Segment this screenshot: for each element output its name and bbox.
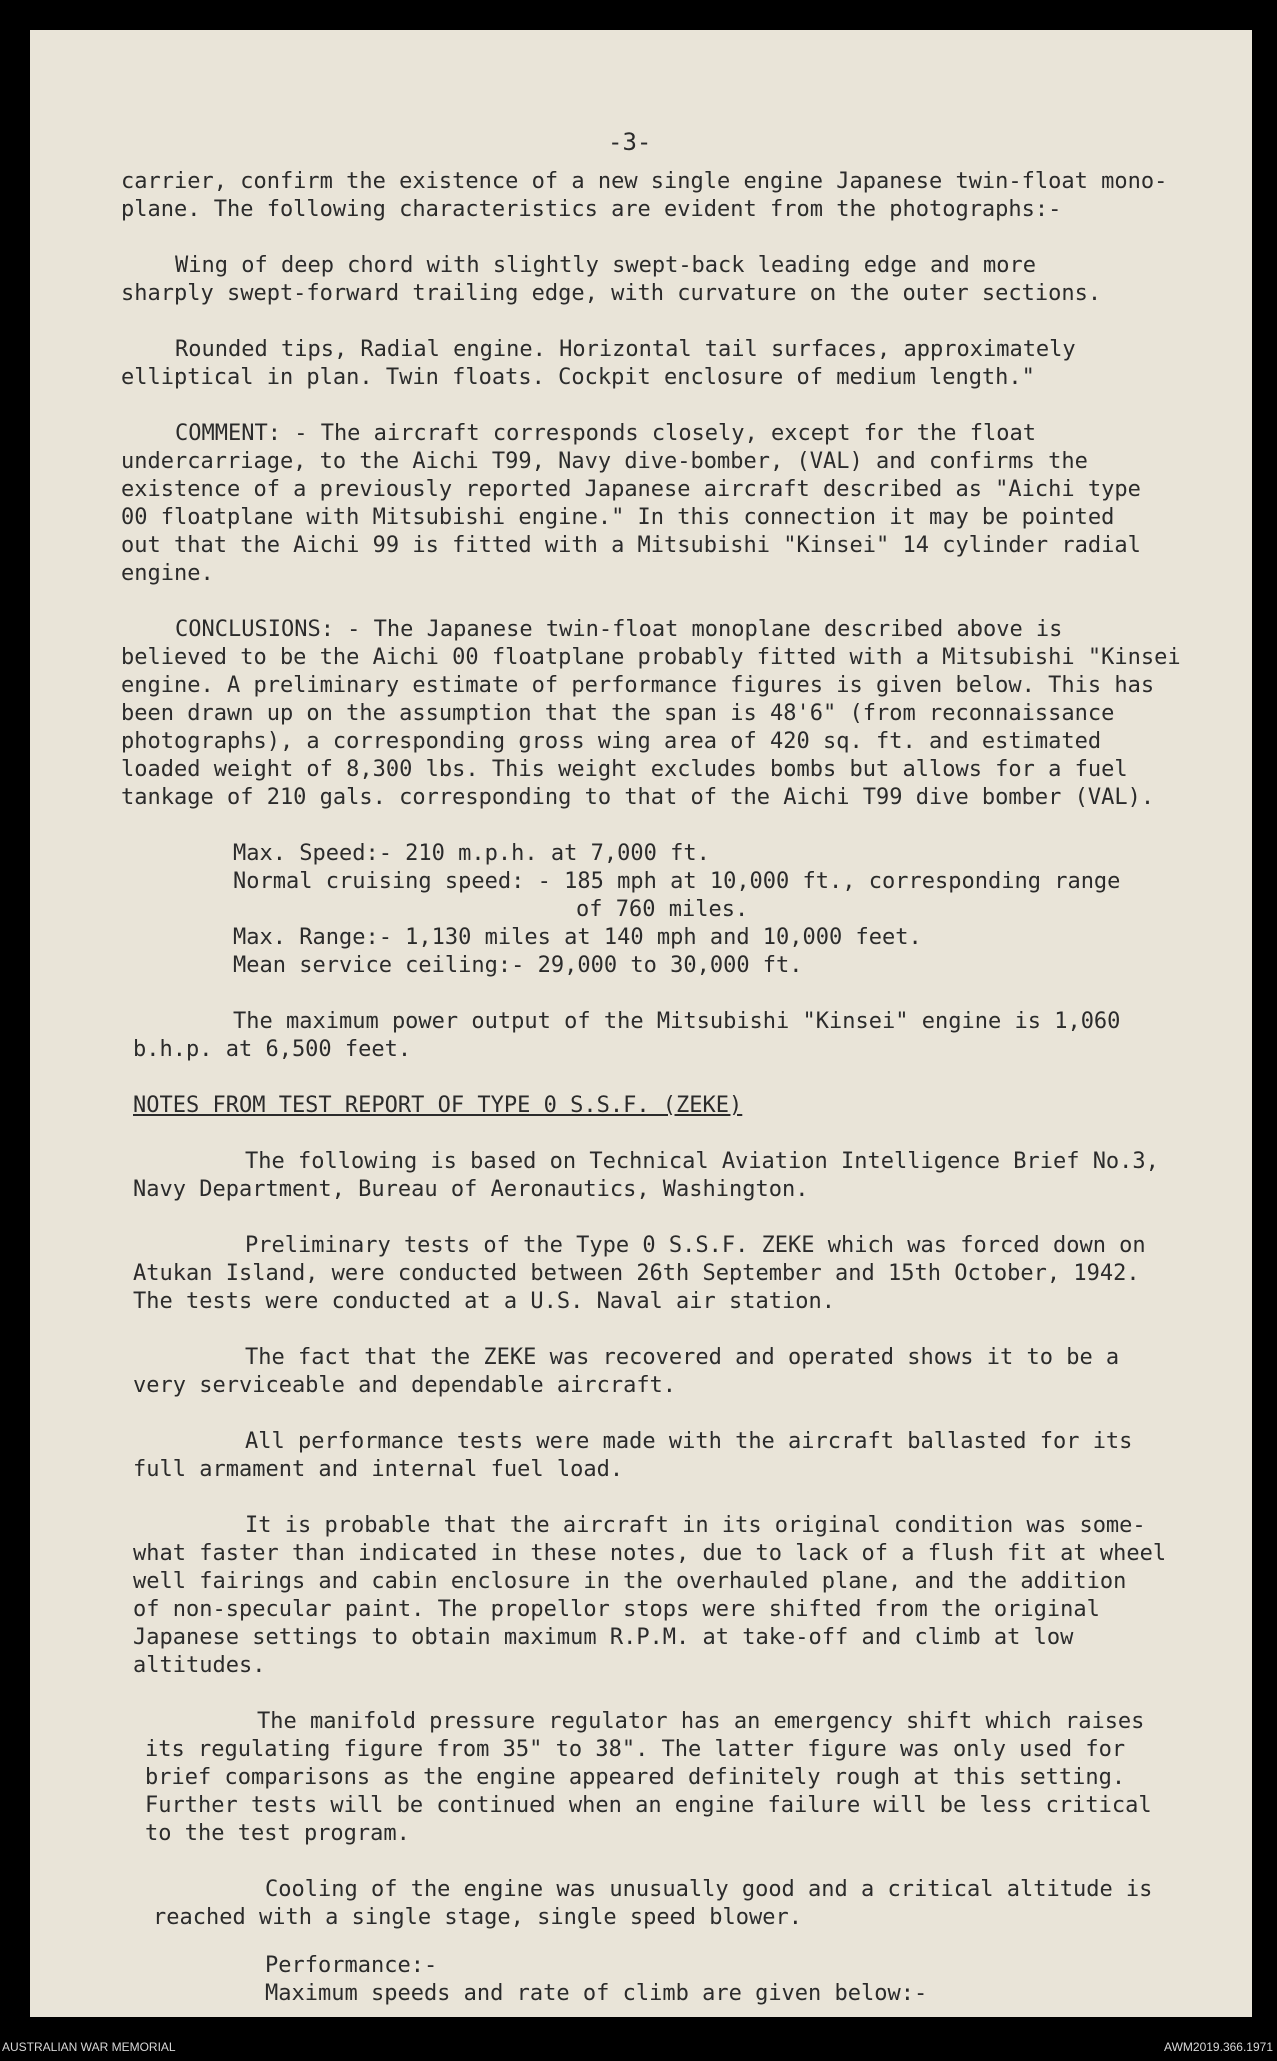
text-line: what faster than indicated in these notes, due to lack of a flush fit at wheel bbox=[133, 1541, 1167, 1566]
text-line: undercarriage, to the Aichi T99, Navy dive-bomber, (VAL) and confirms the bbox=[121, 449, 1088, 474]
text-line: to the test program. bbox=[145, 1821, 410, 1846]
text-line: of 760 miles. bbox=[576, 897, 749, 922]
text-line: Rounded tips, Radial engine. Horizontal tail surfaces, approximately bbox=[175, 337, 1076, 362]
text-line: sharply swept-forward trailing edge, with curvature on the outer sections. bbox=[121, 281, 1102, 306]
text-line: The maximum power output of the Mitsubishi "Kinsei" engine is 1,060 bbox=[233, 1009, 1121, 1034]
text-line: plane. The following characteristics are evident from the photographs:- bbox=[121, 197, 1062, 222]
footer-accession-number: AWM2019.366.1971 bbox=[1164, 2040, 1273, 2054]
text-line: engine. A preliminary estimate of performance figures is given below. This has bbox=[121, 673, 1155, 698]
text-line: reached with a single stage, single speed blower. bbox=[153, 1905, 803, 1930]
page-number: -3- bbox=[608, 128, 652, 156]
text-line: carrier, confirm the existence of a new single engine Japanese twin-float mono- bbox=[121, 169, 1168, 194]
text-line: existence of a previously reported Japanese aircraft described as "Aichi type bbox=[121, 477, 1141, 502]
text-line: Navy Department, Bureau of Aeronautics, Washington. bbox=[133, 1177, 809, 1202]
text-line: been drawn up on the assumption that the span is 48'6" (from reconnaissance bbox=[121, 701, 1115, 726]
text-line: engine. bbox=[121, 561, 214, 586]
text-line: very serviceable and dependable aircraft. bbox=[133, 1373, 677, 1398]
text-line: Further tests will be continued when an engine failure will be less critical bbox=[145, 1793, 1152, 1818]
text-line: 00 floatplane with Mitsubishi engine." In this connection it may be pointed bbox=[121, 505, 1115, 530]
typed-text bbox=[30, 30, 1252, 2017]
text-line: altitudes. bbox=[133, 1653, 266, 1678]
text-line: The following is based on Technical Aviation Intelligence Brief No.3, bbox=[245, 1149, 1159, 1174]
text-line: CONCLUSIONS: - The Japanese twin-float monoplane described above is bbox=[175, 617, 1063, 642]
text-line: believed to be the Aichi 00 floatplane probably fitted with a Mitsubishi "Kinsei bbox=[121, 645, 1181, 670]
text-line: loaded weight of 8,300 lbs. This weight excludes bombs but allows for a fuel bbox=[121, 757, 1128, 782]
text-line: Preliminary tests of the Type 0 S.S.F. ZEKE which was forced down on bbox=[245, 1233, 1146, 1258]
text-line: its regulating figure from 35" to 38". The latter figure was only used for bbox=[145, 1737, 1126, 1762]
text-line: Cooling of the engine was unusually good and a critical altitude is bbox=[265, 1877, 1153, 1902]
text-line: elliptical in plan. Twin floats. Cockpit enclosure of medium length." bbox=[121, 365, 1035, 390]
section-heading: NOTES FROM TEST REPORT OF TYPE 0 S.S.F. (ZEKE) bbox=[133, 1093, 743, 1118]
text-line: tankage of 210 gals. corresponding to that of the Aichi T99 dive bomber (VAL). bbox=[121, 785, 1155, 810]
text-line: Atukan Island, were conducted between 26th September and 15th October, 1942. bbox=[133, 1261, 1140, 1286]
text-line: b.h.p. at 6,500 feet. bbox=[133, 1037, 412, 1062]
document-page bbox=[30, 30, 1252, 2017]
text-line: It is probable that the aircraft in its original condition was some- bbox=[245, 1513, 1146, 1538]
text-line: COMMENT: - The aircraft corresponds closely, except for the float bbox=[175, 421, 1036, 446]
text-line: Japanese settings to obtain maximum R.P.M. at take-off and climb at low bbox=[133, 1625, 1074, 1650]
text-line: The manifold pressure regulator has an emergency shift which raises bbox=[257, 1709, 1145, 1734]
text-line: Maximum speeds and rate of climb are given below:- bbox=[265, 1981, 928, 2006]
text-line: Max. Range:- 1,130 miles at 140 mph and 10,000 feet. bbox=[233, 925, 922, 950]
text-line: Wing of deep chord with slightly swept-back leading edge and more bbox=[175, 253, 1036, 278]
text-line: photographs), a corresponding gross wing area of 420 sq. ft. and estimated bbox=[121, 729, 1102, 754]
text-line: The tests were conducted at a U.S. Naval air station. bbox=[133, 1289, 835, 1314]
footer-credit: AUSTRALIAN WAR MEMORIAL bbox=[2, 2040, 176, 2054]
text-line: full armament and internal fuel load. bbox=[133, 1457, 624, 1482]
text-line: Normal cruising speed: - 185 mph at 10,000 ft., corresponding range bbox=[233, 869, 1121, 894]
text-line: of non-specular paint. The propellor stops were shifted from the original bbox=[133, 1597, 1100, 1622]
text-line: The fact that the ZEKE was recovered and operated shows it to be a bbox=[245, 1345, 1120, 1370]
text-line: well fairings and cabin enclosure in the overhauled plane, and the addition bbox=[133, 1569, 1127, 1594]
text-line: out that the Aichi 99 is fitted with a Mitsubishi "Kinsei" 14 cylinder radial bbox=[121, 533, 1141, 558]
text-line: All performance tests were made with the aircraft ballasted for its bbox=[245, 1429, 1133, 1454]
text-line: Mean service ceiling:- 29,000 to 30,000 ft. bbox=[233, 953, 803, 978]
text-line: Max. Speed:- 210 m.p.h. at 7,000 ft. bbox=[233, 841, 710, 866]
text-line: brief comparisons as the engine appeared definitely rough at this setting. bbox=[145, 1765, 1126, 1790]
text-line: Performance:- bbox=[265, 1953, 438, 1978]
